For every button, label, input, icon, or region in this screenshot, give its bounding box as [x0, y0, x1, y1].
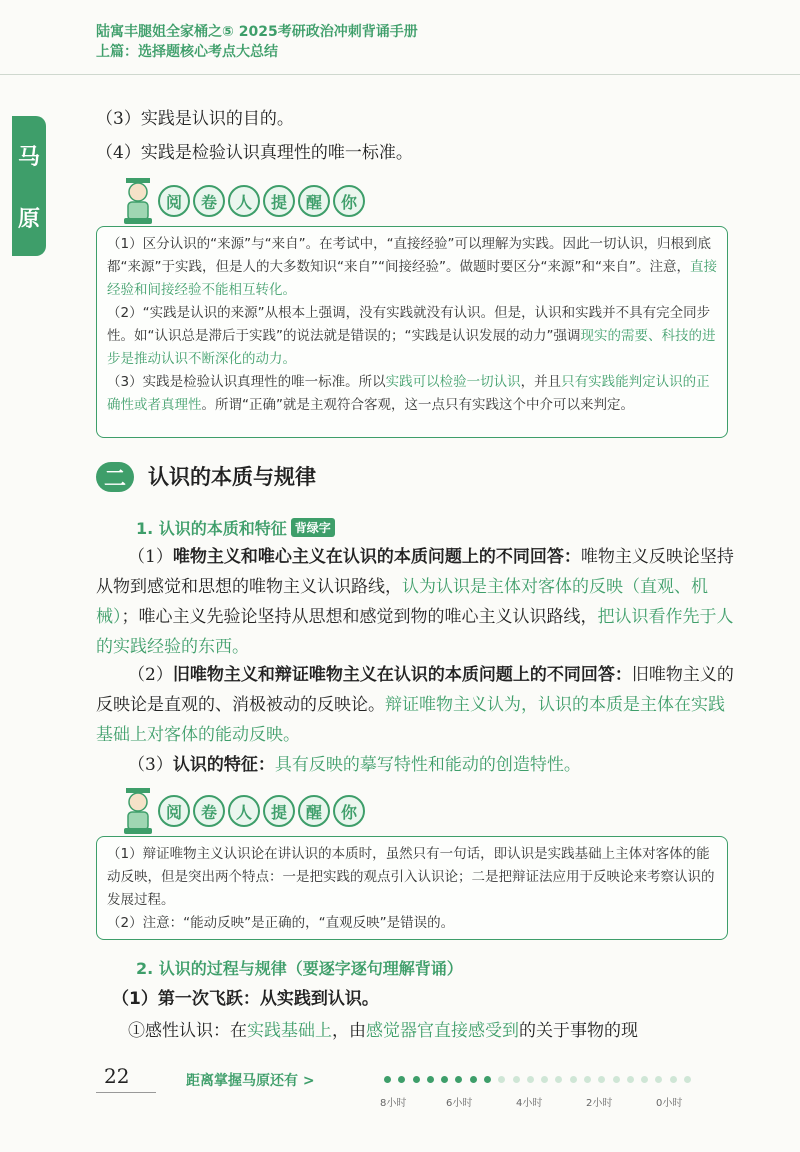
hour-label: 6小时 — [446, 1098, 473, 1109]
progress-dot — [398, 1076, 405, 1083]
reminder-char: 醒 — [298, 185, 330, 217]
subsection-title-2: 2. 认识的过程与规律（要逐字逐句理解背诵） — [136, 959, 463, 978]
progress-dot — [527, 1076, 534, 1083]
memorize-green-tag: 背绿字 — [291, 518, 335, 537]
reminder-char: 卷 — [193, 795, 225, 827]
reminder1-paragraph-3: （3）实践是检验认识真理性的唯一标准。所以实践可以检验一切认识，并且只有实践能判定认识的正确性或者真理性。所谓“正确”就是主观符合客观，这一点只有实践这个中介可以来判定。 — [107, 374, 710, 413]
paragraph-1: （1）唯物主义和唯心主义在认识的本质问题上的不同回答：唯物主义反映论坚持从物到感觉和思想的唯物主义认识路线，认为认识是主体对客体的反映（直观、机械）；唯心主义先验论坚持从思想和感觉到物的唯心主义认识路线，把认识看作先于人的实践经验的东西。 — [96, 547, 734, 657]
reminder-char: 醒 — [298, 795, 330, 827]
header-subtitle: 上篇：选择题核心考点大总结 — [96, 44, 278, 60]
reminder-char: 人 — [228, 185, 260, 217]
progress-dot — [641, 1076, 648, 1083]
reminder-char: 阅 — [158, 185, 190, 217]
progress-dot — [684, 1076, 691, 1083]
reminder-char: 卷 — [193, 185, 225, 217]
study-progress-track — [380, 1068, 710, 1116]
reminder-box-1 — [96, 226, 728, 438]
progress-dot — [427, 1076, 434, 1083]
hour-label: 0小时 — [656, 1098, 683, 1109]
progress-dot — [555, 1076, 562, 1083]
progress-label: 距离掌握马原还有 > — [186, 1073, 315, 1089]
reminder-title-2 — [118, 784, 368, 838]
hour-label: 8小时 — [380, 1098, 407, 1109]
header-divider — [0, 74, 800, 75]
reminder-title-1 — [118, 174, 368, 228]
reminder1-paragraph-1: （1）区分认识的“来源”与“来自”。在考试中，“直接经验”可以理解为实践。因此一切认识，归根到底都“来源”于实践，但是人的大多数知识“来自”“间接经验”。做题时要区分“来源”和“来自”。注意，直接经验和间接经验不能相互转化。 — [107, 236, 717, 298]
hour-label: 4小时 — [516, 1098, 543, 1109]
progress-dot — [484, 1076, 491, 1083]
subsection-title-1: 1. 认识的本质和特征 背绿字 — [136, 516, 335, 539]
side-tab-chapter — [12, 116, 46, 256]
running-header — [96, 22, 786, 62]
reminder-char: 阅 — [158, 795, 190, 827]
intro-item-4: （4）实践是检验认识真理性的唯一标准。 — [96, 143, 413, 163]
intro-item-3: （3）实践是认识的目的。 — [96, 109, 294, 129]
progress-dot — [670, 1076, 677, 1083]
reminder-char: 人 — [228, 795, 260, 827]
progress-dot — [441, 1076, 448, 1083]
progress-dot — [498, 1076, 505, 1083]
progress-dot — [384, 1076, 391, 1083]
progress-dot — [513, 1076, 520, 1083]
reminder-char: 提 — [263, 795, 295, 827]
progress-dot — [627, 1076, 634, 1083]
reminder2-paragraph-2: （2）注意：“能动反映”是正确的，“直观反映”是错误的。 — [107, 915, 455, 931]
paragraph-5: ①感性认识：在实践基础上，由感觉器官直接感受到的关于事物的现 — [128, 1021, 638, 1041]
reader-character-icon — [118, 784, 158, 838]
reminder-char: 你 — [333, 185, 365, 217]
reminder-char: 提 — [263, 185, 295, 217]
reminder-box-2 — [96, 836, 728, 940]
progress-dot — [570, 1076, 577, 1083]
paragraph-4: （1）第一次飞跃：从实践到认识。 — [112, 989, 379, 1009]
progress-dot — [598, 1076, 605, 1083]
reminder-char: 你 — [333, 795, 365, 827]
reminder2-paragraph-1: （1）辩证唯物主义认识论在讲认识的本质时，虽然只有一句话，即认识是实践基础上主体对客体的能动反映，但是突出两个特点：一是把实践的观点引入认识论；二是把辩证法应用于反映论来考察认识的发展过程。 — [107, 846, 715, 908]
paragraph-3: （3）认识的特征：具有反映的摹写特性和能动的创造特性。 — [128, 755, 581, 775]
side-tab-char-1: 马 — [17, 144, 40, 170]
progress-dot — [613, 1076, 620, 1083]
progress-dot — [470, 1076, 477, 1083]
header-title: 陆寓丰腿姐全家桶之⑤ 2025考研政治冲刺背诵手册 — [96, 24, 418, 40]
reader-character-icon — [118, 174, 158, 228]
section-title: 认识的本质与规律 — [148, 465, 316, 489]
reminder1-paragraph-2: （2）“实践是认识的来源”从根本上强调，没有实践就没有认识。但是，认识和实践并不具有完全同步性。如“认识总是滞后于实践”的说法就是错误的；“实践是认识发展的动力”强调现实的需要、科技的进步是推动认识不断深化的动力。 — [107, 305, 716, 367]
page-number: 22 — [104, 1064, 130, 1088]
progress-dot — [584, 1076, 591, 1083]
progress-dot — [655, 1076, 662, 1083]
progress-dot — [413, 1076, 420, 1083]
section-number-badge: 二 — [96, 462, 134, 492]
page-number-underline — [96, 1092, 156, 1093]
side-tab-char-2: 原 — [17, 206, 40, 232]
progress-dot — [455, 1076, 462, 1083]
progress-dot — [541, 1076, 548, 1083]
paragraph-2: （2）旧唯物主义和辩证唯物主义在认识的本质问题上的不同回答：旧唯物主义的反映论是直观的、消极被动的反映论。辩证唯物主义认为，认识的本质是主体在实践基础上对客体的能动反映。 — [96, 665, 734, 745]
hour-label: 2小时 — [586, 1098, 613, 1109]
